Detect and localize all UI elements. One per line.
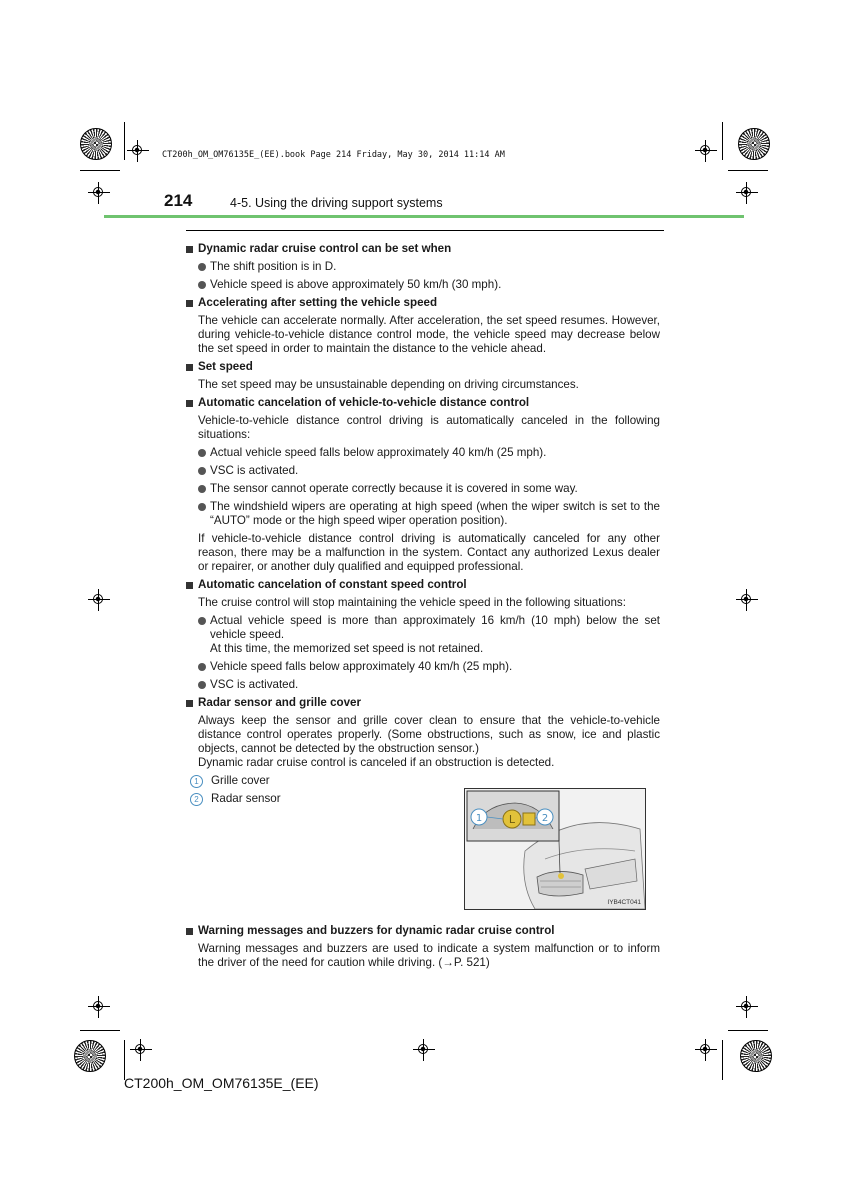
car-front-drawing xyxy=(465,789,645,909)
crosshair-mark xyxy=(736,182,758,204)
crosshair-mark xyxy=(127,140,149,162)
header-rule xyxy=(104,215,744,218)
section-heading: Automatic cancelation of constant speed control xyxy=(186,578,660,592)
section-heading: Set speed xyxy=(186,360,660,374)
numbered-item: 1 Grille cover xyxy=(190,774,660,788)
section-heading: Dynamic radar cruise control can be set when xyxy=(186,242,660,256)
paragraph: Warning messages and buzzers are used to indicate a system malfunction or to inform the driver of the need for caution while driving. (→P. 521) xyxy=(198,942,660,969)
crosshair-mark xyxy=(413,1039,435,1061)
list-item: Vehicle speed is above approximately 50 km/h (30 mph). xyxy=(198,278,660,292)
crosshair-mark xyxy=(695,1039,717,1061)
list-item: Actual vehicle speed is more than approximately 16 km/h (10 mph) below the set vehicle speed. At this time, the memorized set speed is not retained. xyxy=(198,614,660,656)
registration-starburst-top-right xyxy=(738,128,770,160)
figure-callout: 2 xyxy=(541,813,549,824)
crop-line xyxy=(124,122,125,160)
crosshair-mark xyxy=(736,589,758,611)
numbered-item: 2 Radar sensor xyxy=(190,792,660,806)
list-item: Actual vehicle speed falls below approximately 40 km/h (25 mph). xyxy=(198,446,660,460)
section-heading: Warning messages and buzzers for dynamic radar cruise control xyxy=(186,924,660,938)
figure-callout: 1 xyxy=(475,813,483,824)
crosshair-mark xyxy=(130,1039,152,1061)
svg-text:L: L xyxy=(508,813,516,826)
list-item: Vehicle speed falls below approximately 40 km/h (25 mph). xyxy=(198,660,660,674)
main-content-continued xyxy=(186,920,660,970)
paragraph: Always keep the sensor and grille cover clean to ensure that the vehicle-to-vehicle distance control operates properly. (Some obstructions, such as snow, ice and plastic objects, cannot be detected by the obstruction sensor.) Dynamic radar cruise control is canceled if an obstruction is detected. xyxy=(198,714,660,769)
crosshair-mark xyxy=(88,182,110,204)
section-heading: Automatic cancelation of vehicle-to-vehicle distance control xyxy=(186,396,660,410)
crop-line xyxy=(124,1040,125,1080)
list-item: The shift position is in D. xyxy=(198,260,660,274)
paragraph: If vehicle-to-vehicle distance control driving is automatically canceled for any other reason, there may be a malfunction in the system. Contact any authorized Lexus dealer or repairer, or another duly qualified and equipped professional. xyxy=(198,532,660,573)
registration-starburst-bottom-left xyxy=(74,1040,106,1072)
registration-starburst-bottom-right xyxy=(740,1040,772,1072)
paragraph: The cruise control will stop maintaining the vehicle speed in the following situations: xyxy=(198,596,626,609)
file-header: CT200h_OM_OM76135E_(EE).book Page 214 Friday, May 30, 2014 11:14 AM xyxy=(162,150,505,160)
bullet-note: At this time, the memorized set speed is not retained. xyxy=(210,642,484,655)
list-item: VSC is activated. xyxy=(198,464,660,478)
figure-code: IYB4CT041 xyxy=(607,899,641,906)
registration-starburst-top-left xyxy=(80,128,112,160)
footer-code: CT200h_OM_OM76135E_(EE) xyxy=(124,1075,319,1091)
paragraph: The vehicle can accelerate normally. After acceleration, the set speed resumes. However, during vehicle-to-vehicle distance control mode, the vehicle speed may decrease below the set speed in order to maintain the distance to the vehicle ahead. xyxy=(198,314,660,355)
callout-number: 1 xyxy=(190,775,203,788)
section-heading: Radar sensor and grille cover xyxy=(186,696,660,710)
page-number: 214 xyxy=(164,191,193,210)
crosshair-mark xyxy=(695,140,717,162)
crosshair-mark xyxy=(88,589,110,611)
car-front-illustration xyxy=(464,788,646,910)
section-title: 4-5. Using the driving support systems xyxy=(230,196,443,210)
list-item: VSC is activated. xyxy=(198,678,660,692)
crop-line xyxy=(80,1030,120,1031)
crop-line xyxy=(722,122,723,160)
crop-line xyxy=(728,170,768,171)
paragraph: Vehicle-to-vehicle distance control driving is automatically canceled in the following situations: xyxy=(198,414,660,441)
crosshair-mark xyxy=(88,996,110,1018)
crop-line xyxy=(722,1040,723,1080)
section-heading: Accelerating after setting the vehicle speed xyxy=(186,296,660,310)
crop-line xyxy=(80,170,120,171)
callout-number: 2 xyxy=(190,793,203,806)
list-item: The sensor cannot operate correctly because it is covered in some way. xyxy=(198,482,660,496)
paragraph: The set speed may be unsustainable depending on driving circumstances. xyxy=(198,378,579,391)
main-content xyxy=(186,238,660,806)
content-top-rule xyxy=(186,230,664,231)
crosshair-mark xyxy=(736,996,758,1018)
list-item: The windshield wipers are operating at high speed (when the wiper switch is set to the “AUTO” mode or the high speed wiper operation position). xyxy=(198,500,660,528)
crop-line xyxy=(728,1030,768,1031)
